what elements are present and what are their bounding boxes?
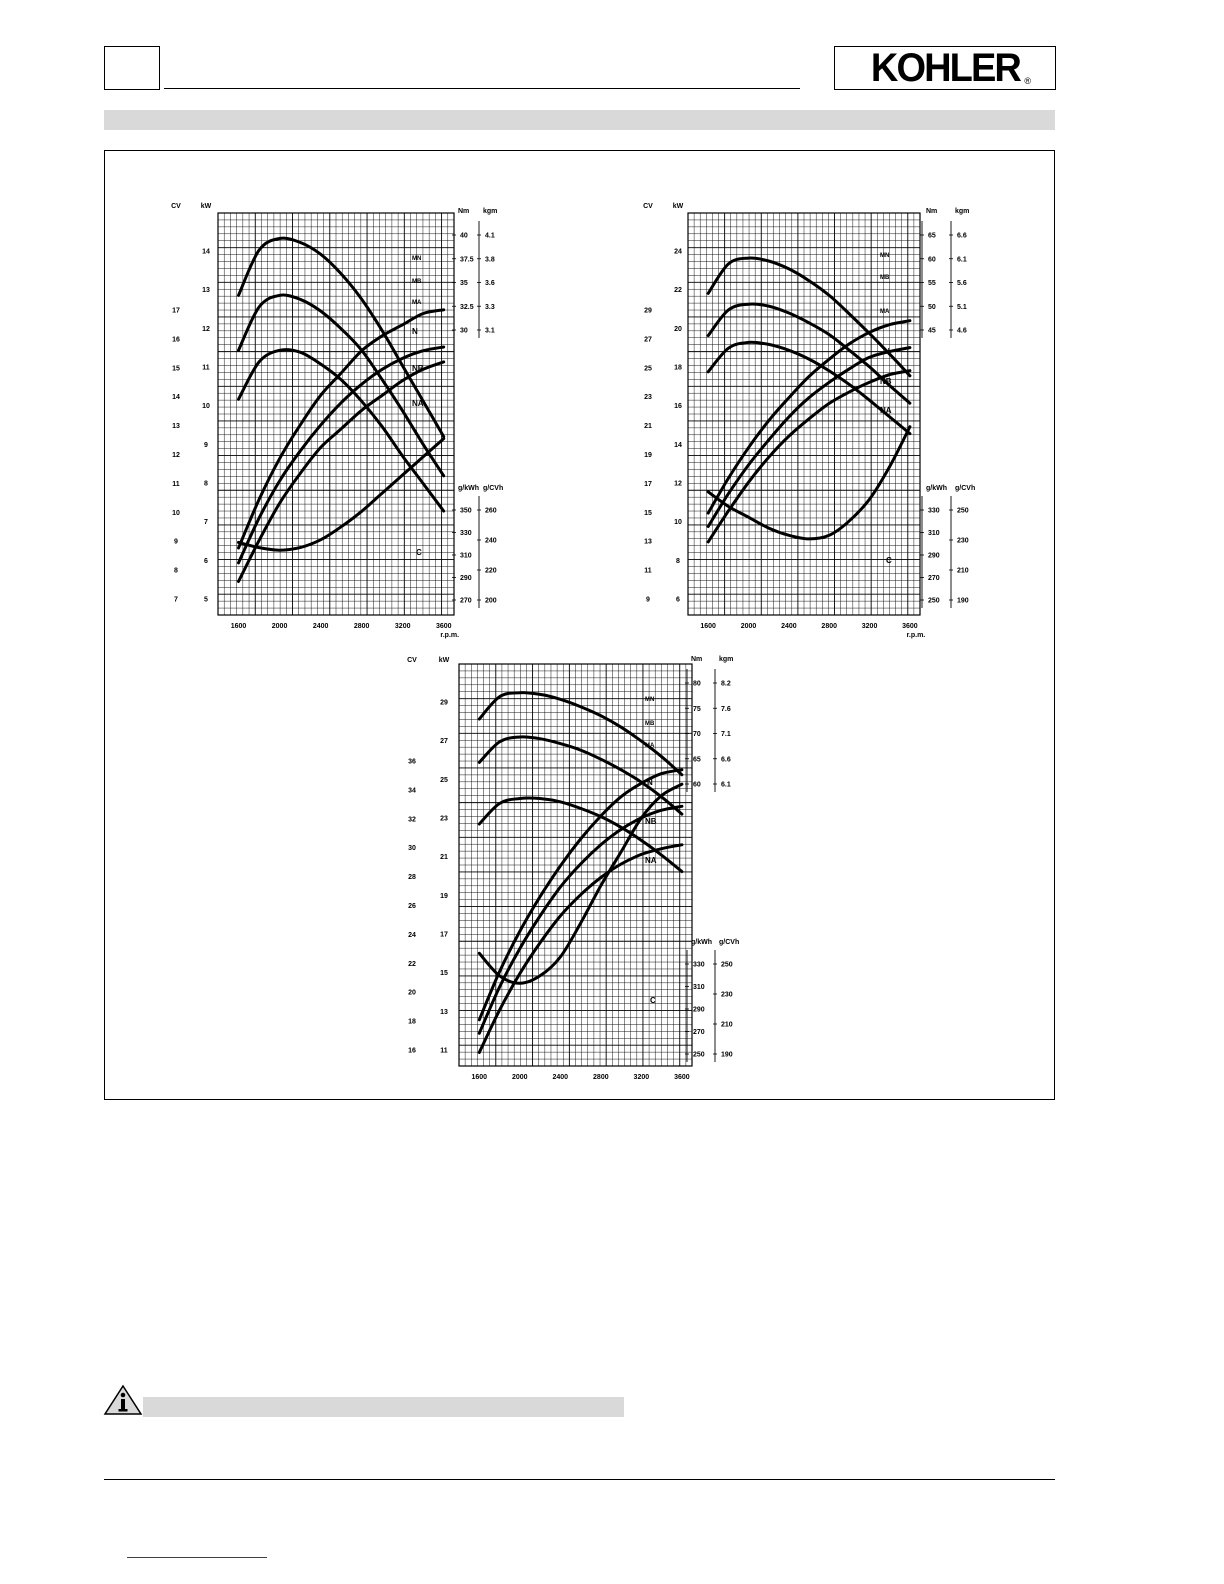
left-axis-tick-label: 27	[440, 738, 448, 746]
right-axis-tick-label: 330	[693, 961, 705, 969]
right-axis-tick-label: 3.1	[485, 327, 495, 335]
right-axis-tick-label: 3.3	[485, 303, 495, 311]
left-axis-tick-label: 15	[440, 970, 448, 978]
left-axis-tick-label: 7	[174, 596, 178, 604]
right-axis-tick-label: 40	[460, 232, 468, 240]
curve-label-mn: MN	[645, 697, 655, 703]
right-axis-tick-label: 65	[693, 756, 701, 764]
right-axis-tick-label: 8.2	[721, 680, 731, 688]
left-axis-tick-label: 16	[172, 336, 180, 344]
left-axis-tick-label: 16	[408, 1047, 416, 1055]
curve-label-na: NA	[412, 399, 424, 408]
right-axis-tick-label: 5.1	[957, 303, 967, 311]
curve-label-ma: MA	[412, 300, 422, 306]
left-axis-tick-label: 12	[172, 452, 180, 459]
left-axis-tick-label: 23	[440, 815, 448, 823]
left-axis-tick-label: 12	[674, 480, 682, 488]
left-axis-tick-label: 7	[204, 519, 208, 527]
x-axis-unit-label: r.p.m.	[906, 632, 926, 639]
left-axis-tick-label: 9	[646, 596, 650, 604]
right-axis-tick-label: 310	[460, 552, 472, 560]
right-axis-tick-label: 330	[460, 530, 472, 537]
left-axis-tick-label: 14	[674, 441, 682, 449]
left-axis-tick-label: 15	[172, 365, 180, 373]
left-axis-tick-label: 10	[202, 403, 210, 411]
left-axis-tick-label: 29	[644, 307, 652, 315]
left-axis-tick-label: 19	[644, 452, 652, 459]
right-axis-tick-label: 240	[485, 537, 497, 545]
left-axis-unit-cv: CV	[171, 203, 181, 210]
right-axis-tick-label: 80	[693, 680, 701, 688]
curve-label-na: NA	[880, 406, 892, 415]
x-tick-label: 3600	[674, 1074, 690, 1081]
right-axis-tick-label: 6.6	[721, 756, 731, 764]
right-axis-unit-label: Nm	[691, 656, 703, 663]
left-axis-tick-label: 34	[408, 787, 416, 795]
left-axis-tick-label: 36	[408, 758, 416, 766]
right-axis-tick-label: 290	[460, 575, 472, 582]
curve-c	[708, 427, 910, 539]
left-axis-tick-label: 10	[172, 509, 180, 517]
right-axis-tick-label: 55	[928, 280, 936, 287]
footer-rule	[104, 1479, 1055, 1480]
left-axis-tick-label: 8	[204, 480, 208, 488]
chart-engine-a	[166, 203, 506, 639]
right-axis-unit-label: g/kWh	[691, 939, 712, 946]
left-axis-tick-label: 21	[644, 423, 652, 431]
left-axis-tick-label: 29	[440, 699, 448, 707]
left-axis-tick-label: 22	[408, 960, 416, 968]
left-axis-tick-label: 12	[202, 325, 210, 333]
left-axis-tick-label: 13	[440, 1008, 448, 1016]
left-axis-tick-label: 27	[644, 336, 652, 344]
left-axis-tick-label: 21	[440, 854, 448, 862]
right-axis-tick-label: 37.5	[460, 256, 474, 264]
curve-label-mb: MB	[412, 279, 422, 285]
right-axis-tick-label: 270	[928, 575, 940, 582]
x-tick-label: 2800	[821, 623, 838, 630]
right-axis-tick-label: 290	[928, 552, 940, 560]
note-bar	[143, 1397, 624, 1417]
left-axis-tick-label: 9	[174, 538, 178, 546]
left-axis-tick-label: 32	[408, 816, 416, 824]
left-axis-tick-label: 11	[440, 1047, 448, 1055]
curve-label-nb: NB	[412, 364, 424, 373]
right-axis-tick-label: 60	[693, 781, 701, 789]
right-axis-tick-label: 45	[928, 327, 936, 335]
right-axis-tick-label: 290	[693, 1006, 705, 1014]
left-axis-tick-label: 5	[204, 596, 208, 604]
left-axis-tick-label: 8	[676, 557, 680, 565]
x-axis-unit-label: r.p.m.	[440, 632, 460, 639]
curve-label-nb: NB	[645, 817, 657, 826]
info-icon	[103, 1384, 143, 1416]
right-axis-tick-label: 5.6	[957, 280, 967, 287]
left-axis-tick-label: 14	[172, 394, 180, 402]
x-tick-label: 3200	[861, 623, 878, 630]
left-axis-tick-label: 18	[674, 364, 682, 372]
x-tick-label: 3200	[633, 1074, 650, 1081]
right-axis-unit-label: g/CVh	[955, 485, 976, 492]
left-axis-tick-label: 17	[644, 480, 652, 488]
kohler-logo	[834, 46, 1056, 90]
x-tick-label: 2400	[312, 623, 329, 630]
right-axis-tick-label: 3.6	[485, 280, 495, 287]
right-axis-tick-label: 310	[928, 530, 940, 537]
right-axis-tick-label: 210	[957, 567, 969, 575]
curve-label-n: N	[884, 347, 890, 356]
right-axis-unit-label: g/CVh	[483, 485, 504, 492]
left-axis-unit-cv: CV	[407, 657, 417, 664]
left-axis-unit-kw: kW	[438, 657, 450, 664]
x-tick-label: 2400	[781, 623, 797, 630]
right-axis-tick-label: 35	[460, 280, 468, 287]
right-axis-tick-label: 4.6	[957, 327, 967, 335]
footer-link-underline	[127, 1557, 267, 1558]
x-tick-label: 2000	[511, 1074, 528, 1081]
right-axis-tick-label: 65	[928, 232, 936, 240]
right-axis-tick-label: 310	[693, 984, 705, 991]
right-axis-unit-label: g/kWh	[458, 485, 479, 492]
left-axis-tick-label: 6	[676, 596, 680, 604]
curve-label-c: C	[650, 996, 656, 1005]
right-axis-tick-label: 70	[693, 731, 701, 738]
right-axis-tick-label: 350	[460, 507, 472, 515]
registered-mark: ®	[1024, 76, 1031, 86]
right-axis-tick-label: 6.1	[721, 781, 731, 789]
curve-label-mb: MB	[645, 721, 655, 727]
header-rule	[164, 88, 800, 89]
left-axis-unit-kw: kW	[672, 203, 684, 210]
left-axis-tick-label: 9	[204, 441, 208, 449]
curve-label-n: N	[412, 327, 418, 336]
right-axis-tick-label: 220	[485, 567, 497, 575]
left-axis-tick-label: 25	[440, 776, 448, 784]
curve-label-na: NA	[645, 856, 657, 865]
right-axis-tick-label: 50	[928, 303, 936, 311]
curve-label-mb: MB	[880, 275, 890, 281]
right-axis-tick-label: 3.8	[485, 256, 495, 264]
x-tick-label: 1600	[471, 1074, 488, 1081]
right-axis-tick-label: 60	[928, 256, 936, 264]
left-axis-tick-label: 18	[408, 1018, 416, 1026]
right-axis-unit-label: kgm	[483, 208, 498, 215]
curve-label-mn: MN	[880, 253, 890, 259]
left-axis-tick-label: 16	[674, 403, 682, 411]
x-tick-label: 2000	[740, 623, 757, 630]
right-axis-tick-label: 230	[721, 991, 733, 999]
right-axis-tick-label: 260	[485, 507, 497, 515]
left-axis-tick-label: 24	[408, 931, 416, 939]
curve-label-n: N	[647, 778, 653, 787]
right-axis-tick-label: 200	[485, 597, 497, 605]
left-axis-tick-label: 6	[204, 557, 208, 565]
right-axis-tick-label: 230	[957, 537, 969, 545]
left-axis-tick-label: 10	[674, 519, 682, 527]
right-axis-tick-label: 190	[721, 1051, 733, 1059]
right-axis-tick-label: 32.5	[460, 303, 474, 311]
right-axis-tick-label: 7.6	[721, 705, 731, 713]
left-axis-tick-label: 26	[408, 903, 416, 910]
left-axis-tick-label: 8	[174, 567, 178, 575]
left-axis-tick-label: 13	[172, 423, 180, 431]
right-axis-tick-label: 250	[693, 1051, 705, 1059]
x-tick-label: 3600	[435, 623, 452, 630]
x-tick-label: 1600	[230, 623, 247, 630]
left-axis-tick-label: 15	[644, 509, 652, 517]
x-tick-label: 1600	[700, 623, 716, 630]
x-tick-label: 3600	[902, 623, 918, 630]
curve-label-ma: MA	[880, 309, 890, 315]
left-axis-tick-label: 11	[644, 567, 652, 575]
right-axis-tick-label: 75	[693, 705, 701, 713]
right-axis-tick-label: 6.6	[957, 232, 967, 240]
left-axis-unit-kw: kW	[200, 203, 212, 210]
right-axis-tick-label: 250	[957, 507, 969, 515]
chart-engine-b	[638, 203, 978, 639]
right-axis-unit-label: Nm	[926, 208, 938, 215]
curve-label-ma: MA	[645, 743, 655, 749]
right-axis-tick-label: 270	[693, 1029, 705, 1036]
left-axis-tick-label: 17	[172, 307, 180, 315]
left-axis-tick-label: 30	[408, 845, 416, 853]
right-axis-tick-label: 270	[460, 597, 472, 605]
right-axis-unit-label: g/kWh	[926, 485, 947, 492]
right-axis-tick-label: 210	[721, 1021, 733, 1029]
left-axis-tick-label: 13	[644, 538, 652, 546]
left-axis-tick-label: 20	[408, 989, 416, 997]
page-number-box	[104, 46, 160, 90]
x-tick-label: 2800	[353, 623, 370, 630]
curve-label-nb: NB	[880, 377, 892, 386]
right-axis-tick-label: 330	[928, 507, 940, 515]
left-axis-unit-cv: CV	[643, 203, 653, 210]
logo-text: KOHLER	[870, 45, 1020, 90]
curve-label-mn: MN	[412, 256, 422, 262]
left-axis-tick-label: 28	[408, 874, 416, 882]
x-tick-label: 2800	[593, 1074, 609, 1081]
left-axis-tick-label: 11	[202, 364, 210, 372]
x-tick-label: 2000	[271, 623, 288, 630]
chart-engine-c	[402, 656, 752, 1084]
left-axis-tick-label: 23	[644, 394, 652, 402]
left-axis-tick-label: 13	[202, 287, 210, 295]
right-axis-unit-label: g/CVh	[719, 939, 740, 946]
right-axis-unit-label: kgm	[719, 656, 734, 663]
left-axis-tick-label: 17	[440, 931, 448, 939]
left-axis-tick-label: 11	[172, 480, 180, 488]
section-title-bar	[104, 110, 1055, 130]
right-axis-tick-label: 250	[928, 597, 940, 605]
right-axis-unit-label: Nm	[458, 208, 470, 215]
right-axis-tick-label: 6.1	[957, 256, 967, 264]
right-axis-unit-label: kgm	[955, 208, 970, 215]
left-axis-tick-label: 20	[674, 325, 682, 333]
right-axis-tick-label: 4.1	[485, 232, 495, 240]
right-axis-tick-label: 7.1	[721, 731, 731, 738]
left-axis-tick-label: 19	[440, 892, 448, 900]
right-axis-tick-label: 190	[957, 597, 969, 605]
left-axis-tick-label: 24	[674, 248, 682, 256]
left-axis-tick-label: 22	[674, 287, 682, 295]
curve-label-c: C	[416, 548, 422, 557]
right-axis-tick-label: 250	[721, 961, 733, 969]
curve-label-c: C	[886, 556, 892, 565]
left-axis-tick-label: 25	[644, 365, 652, 373]
right-axis-tick-label: 30	[460, 327, 468, 335]
x-tick-label: 3200	[394, 623, 411, 630]
x-tick-label: 2400	[552, 1074, 569, 1081]
left-axis-tick-label: 14	[202, 248, 210, 256]
